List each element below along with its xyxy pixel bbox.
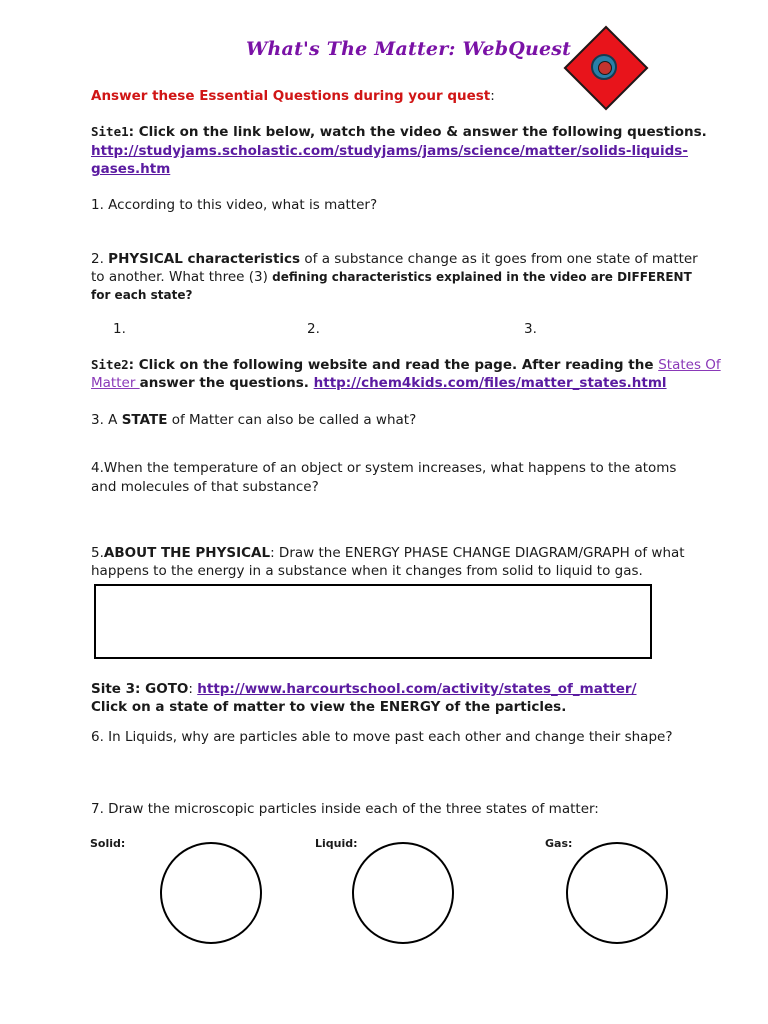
seal-icon xyxy=(591,54,617,80)
solid-label: Solid: xyxy=(90,837,126,850)
site2-link[interactable]: http://chem4kids.com/files/matter_states.html xyxy=(313,375,667,391)
question-5-line1: 5.ABOUT THE PHYSICAL: Draw the ENERGY PHASE CHANGE DIAGRAM/GRAPH of what xyxy=(91,545,685,561)
question-2-line2: to another. What three (3) defining characteristics explained in the video are DIFFERENT xyxy=(91,269,692,285)
question-3: 3. A STATE of Matter can also be called a what? xyxy=(91,412,417,428)
q2-bold: PHYSICAL characteristics xyxy=(108,251,301,267)
site3-link[interactable]: http://www.harcourtschool.com/activity/states_of_matter/ xyxy=(197,681,637,697)
question-2-line1: 2. PHYSICAL characteristics of a substance change as it goes from one state of matter xyxy=(91,251,698,267)
question-1: 1. According to this video, what is matter? xyxy=(91,197,378,213)
site2-instruction xyxy=(91,357,721,373)
intro-text: Answer these Essential Questions during your quest xyxy=(91,88,491,104)
site3-instruction: Click on a state of matter to view the ENERGY of the particles. xyxy=(91,699,567,715)
question-5-line2: happens to the energy in a substance when it changes from solid to liquid to gas. xyxy=(91,563,643,579)
site1-label: Site1 xyxy=(91,124,129,139)
gas-drawing-circle[interactable] xyxy=(566,842,668,944)
site1-link[interactable]: http://studyjams.scholastic.com/studyjams/jams/science/matter/solids-liquids- xyxy=(91,143,688,159)
question-4-line1: 4.When the temperature of an object or system increases, what happens to the atoms xyxy=(91,460,677,476)
liquid-label: Liquid: xyxy=(315,837,358,850)
site2-label: Site2 xyxy=(91,357,129,372)
site1-link-cont[interactable]: gases.htm xyxy=(91,161,171,177)
site1-instruction xyxy=(91,124,707,140)
site1-url-line2[interactable] xyxy=(91,161,170,177)
question-2-line3: for each state? xyxy=(91,288,193,302)
energy-diagram-drawing-box[interactable] xyxy=(94,584,652,659)
states-of-matter-link-cont[interactable]: Matter xyxy=(91,375,140,391)
gas-label: Gas: xyxy=(545,837,573,850)
site1-text: : Click on the link below, watch the video & answer the following questions. xyxy=(128,124,707,140)
answer-blank-1[interactable]: 1. xyxy=(113,321,126,337)
intro-colon: : xyxy=(490,88,495,104)
intro-line xyxy=(91,88,495,104)
site3-line1: Site 3: GOTO: http://www.harcourtschool.com/activity/states_of_matter/ xyxy=(91,681,637,697)
question-4-line2: and molecules of that substance? xyxy=(91,479,319,495)
states-of-matter-link[interactable]: States Of xyxy=(658,357,721,373)
site3-label: Site 3: GOTO xyxy=(91,681,189,697)
page-title: What's The Matter: WebQuest xyxy=(246,38,572,60)
question-6: 6. In Liquids, why are particles able to move past each other and change their shape? xyxy=(91,729,673,745)
site1-url-line1[interactable] xyxy=(91,143,688,159)
answer-blank-2[interactable]: 2. xyxy=(307,321,320,337)
site2-text: : Click on the following website and read the page. After reading the xyxy=(128,357,659,373)
site2-line2: Matter answer the questions. http://chem4kids.com/files/matter_states.html xyxy=(91,375,667,391)
matter-logo xyxy=(565,27,645,107)
liquid-drawing-circle[interactable] xyxy=(352,842,454,944)
solid-drawing-circle[interactable] xyxy=(160,842,262,944)
answer-blank-3[interactable]: 3. xyxy=(524,321,537,337)
question-7: 7. Draw the microscopic particles inside each of the three states of matter: xyxy=(91,801,599,817)
